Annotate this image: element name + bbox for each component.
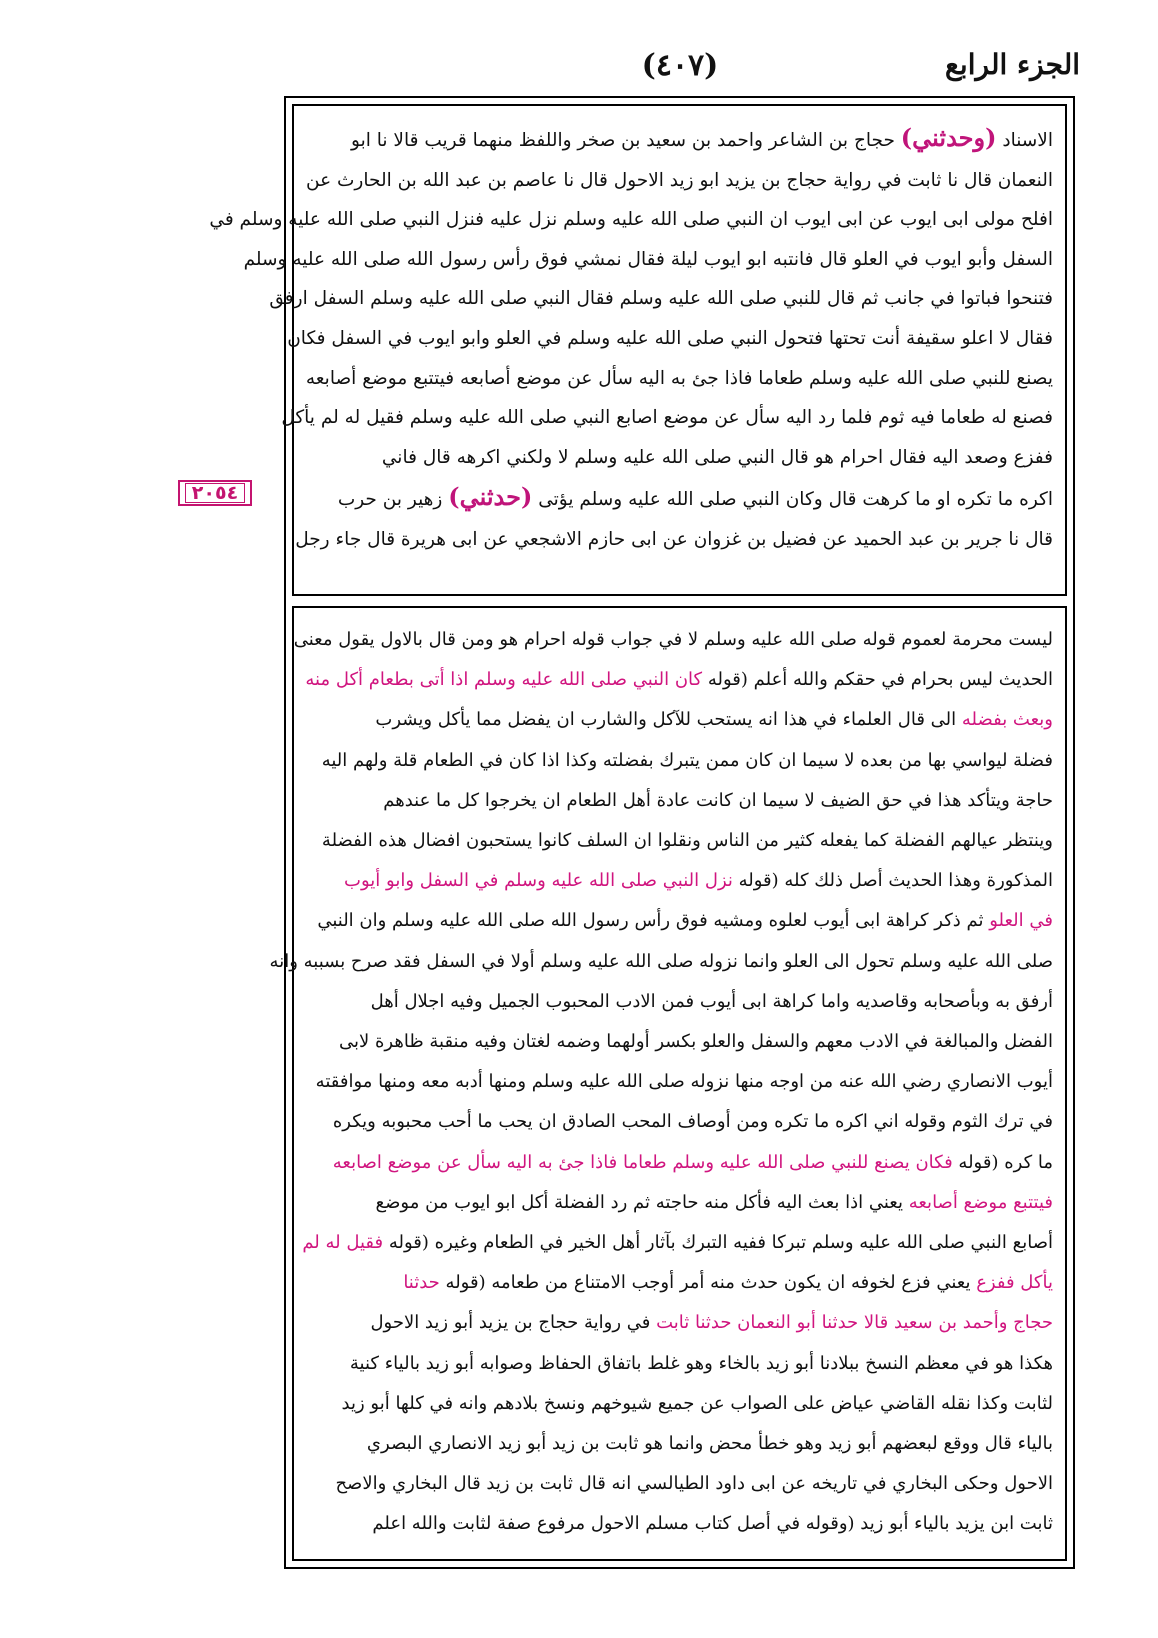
text-line bbox=[306, 1344, 1053, 1384]
text-run: حجاج بن الشاعر واحمد بن سعيد بن صخر واللفظ منهما قريب قالا نا ابو bbox=[351, 130, 901, 151]
quoted-matn-text: فيتتبع موضع أصابعه bbox=[908, 1191, 1053, 1213]
text-line bbox=[287, 319, 1053, 359]
text-line bbox=[306, 1504, 1053, 1544]
text-run: فقال لا اعلو سقيفة أنت تحتها فتحول النبي صلى الله عليه وسلم في العلو وابو ايوب في السفل فكان bbox=[287, 327, 1053, 349]
commentary-text bbox=[269, 620, 1053, 1545]
text-line bbox=[306, 438, 1053, 478]
text-run: في ترك الثوم وقوله اني اكره ما تكره ومن أوصاف المحب الصادق ان يحب ما أحب محبوبه ويكره bbox=[332, 1111, 1053, 1133]
text-line bbox=[306, 700, 1053, 740]
text-run: بالياء قال ووقع لبعضهم أبو زيد وهو خطأ محض وانما هو ثابت بن زيد أبو زيد الانصاري البصري bbox=[366, 1433, 1053, 1455]
text-run: أرفق به وبأصحابه وقاصديه واما كراهة ابى أيوب فمن الادب المحبوب الجميل وفيه اجلال أهل bbox=[370, 990, 1053, 1012]
text-line bbox=[295, 520, 1053, 560]
text-run: يعني فزع لخوفه ان يكون حدث منه أمر أوجب الامتناع من طعامه (قوله bbox=[439, 1272, 977, 1294]
text-line bbox=[306, 821, 1053, 861]
text-run: الحديث ليس بحرام في حقكم والله أعلم (قوله bbox=[702, 669, 1053, 691]
text-line bbox=[306, 1384, 1053, 1424]
text-line bbox=[293, 620, 1053, 660]
quoted-matn-text: يأكل ففزع bbox=[976, 1272, 1053, 1294]
text-run: النعمان قال نا ثابت في رواية حجاج بن يزيد ابو زيد الاحول قال نا عاصم بن عبد الله بن الحارث عن bbox=[306, 169, 1053, 191]
text-line bbox=[209, 200, 1053, 240]
text-run: فضلة ليواسي بها من بعده لا سيما ان كان ممن يتبرك بفضلته وكذا اذا كان في الطعام قلة ولهم اليه bbox=[321, 749, 1053, 771]
quoted-matn-text: في العلو bbox=[989, 910, 1053, 932]
hadith-lead-marker: (وحدثني) bbox=[900, 123, 997, 152]
text-run: قال نا جرير بن عبد الحميد عن فضيل بن غزوان عن ابى حازم الاشجعي عن ابى هريرة قال جاء رجل bbox=[295, 528, 1053, 550]
text-line bbox=[306, 1263, 1053, 1303]
text-line bbox=[306, 660, 1053, 700]
hadith-lead-marker: (حدثني) bbox=[448, 482, 533, 512]
text-line bbox=[306, 1022, 1053, 1062]
page-header bbox=[280, 48, 1080, 92]
quoted-matn-text: وبعث بفضله bbox=[961, 709, 1053, 731]
text-run: أصابع النبي صلى الله عليه وسلم تبركا ففيه التبرك بآثار أهل الخير في الطعام وغيره (قوله bbox=[383, 1232, 1053, 1254]
text-run: ثم ذكر كراهة ابى أيوب لعلوه ومشيه فوق رأس رسول الله صلى الله عليه وسلم وان النبي bbox=[317, 910, 990, 932]
commentary-text-box bbox=[269, 606, 1067, 1561]
text-line bbox=[281, 398, 1053, 438]
quoted-matn-text: فكان يصنع للنبي صلى الله عليه وسلم طعاما فاذا جئ به اليه سأل عن موضع اصابعه bbox=[332, 1151, 953, 1173]
quoted-matn-text: كان النبي صلى الله عليه وسلم اذا أتى بطعام أكل منه bbox=[305, 669, 703, 691]
hadith-number: ٢٠٥٤ bbox=[185, 483, 245, 503]
text-run: لثابت وكذا نقله القاضي عياض على الصواب عن جميع شيوخهم ونسخ بلادهم وانه في كلها أبو زيد bbox=[341, 1392, 1053, 1414]
text-line bbox=[306, 982, 1053, 1022]
text-run: فصنع له طعاما فيه ثوم فلما رد اليه سأل عن موضع اصابع النبي صلى الله عليه وسلم فقيل له لم يأكل bbox=[281, 407, 1053, 429]
page-number: (٤٠٧) bbox=[641, 48, 719, 83]
text-line bbox=[306, 477, 1053, 520]
text-line bbox=[302, 1223, 1053, 1263]
text-line bbox=[306, 1464, 1053, 1504]
text-run: الاسناد bbox=[996, 130, 1053, 151]
text-run: ليست محرمة لعموم قوله صلى الله عليه وسلم لا في جواب قوله احرام هو ومن قال بالاول يقول معنى bbox=[293, 629, 1053, 650]
quoted-matn-text: فقيل له لم bbox=[302, 1232, 384, 1254]
text-run: السفل وأبو ايوب في العلو قال فانتبه ابو ايوب ليلة فقال نمشي فوق رأس رسول الله صلى الله عليه وسلم bbox=[243, 248, 1053, 270]
text-run: ففزع وصعد اليه فقال احرام هو قال النبي صلى الله عليه وسلم لا ولكني اكرهه قال فاني bbox=[381, 446, 1053, 468]
text-line bbox=[269, 942, 1053, 982]
text-line bbox=[306, 741, 1053, 781]
text-run: صلى الله عليه وسلم تحول الى العلو وانما نزوله صلى الله عليه وسلم أولا في السفل فقد صرح بسببه وانه bbox=[269, 950, 1053, 972]
text-line bbox=[306, 1102, 1053, 1142]
text-run: يصنع للنبي صلى الله عليه وسلم طعاما فاذا جئ به اليه سأل عن موضع أصابعه فيتتبع موضع أصابعه bbox=[305, 367, 1053, 389]
text-line bbox=[306, 1143, 1053, 1183]
hadith-number-box bbox=[178, 480, 252, 506]
text-run: ما كره (قوله bbox=[952, 1151, 1053, 1173]
text-run: حاجة ويتأكد هذا في حق الضيف لا سيما ان كانت عادة أهل الطعام ان يخرجوا كل ما عندهم bbox=[383, 789, 1053, 811]
quoted-matn-text: حدثنا bbox=[403, 1272, 440, 1294]
text-line bbox=[306, 781, 1053, 821]
text-line bbox=[306, 359, 1053, 399]
text-line bbox=[306, 1303, 1053, 1343]
text-run: هكذا هو في معظم النسخ ببلادنا أبو زيد بالخاء وهو غلط باتفاق الحفاظ وصوابه أبو زيد بالياء كنية bbox=[349, 1352, 1053, 1374]
text-run: المذكورة وهذا الحديث أصل ذلك كله (قوله bbox=[732, 870, 1053, 892]
text-line bbox=[306, 118, 1053, 161]
volume-title: الجزء الرابع bbox=[945, 48, 1080, 81]
text-line bbox=[306, 901, 1053, 941]
text-run: افلح مولى ابى ايوب عن ابى ايوب ان النبي صلى الله عليه وسلم نزل عليه فنزل النبي صلى الله عليه وسلم في bbox=[209, 209, 1053, 231]
text-line bbox=[306, 161, 1053, 201]
text-run: يعني اذا بعث اليه فأكل منه حاجته ثم رد الفضلة أكل ابو ايوب من موضع bbox=[375, 1191, 909, 1213]
text-line bbox=[306, 1183, 1053, 1223]
text-run: فتنحوا فباتوا في جانب ثم قال للنبي صلى الله عليه وسلم فقال النبي صلى الله عليه وسلم السفل ارفق bbox=[269, 288, 1053, 310]
text-line bbox=[306, 1424, 1053, 1464]
text-run: أيوب الانصاري رضي الله عنه من اوجه منها نزوله صلى الله عليه وسلم ومنها أدبه معه ومنها موافقته bbox=[315, 1071, 1053, 1093]
text-run: وينتظر عيالهم الفضلة كما يفعله كثير من الناس ونقلوا ان السلف كانوا يستحبون افضال هذه الفضلة bbox=[321, 830, 1053, 852]
text-run: الاحول وحكى البخاري في تاريخه عن ابى داود الطيالسي انه قال ثابت بن زيد قال البخاري والاصح bbox=[335, 1473, 1053, 1495]
text-run: الفضل والمبالغة في الادب معهم والسفل والعلو بكسر أولهما وضمه لغتان وفيه منقبة ظاهرة لابى bbox=[338, 1031, 1053, 1053]
text-run: الى قال العلماء في هذا انه يستحب للآكل والشارب ان يفضل مما يأكل ويشرب bbox=[375, 709, 962, 731]
text-line bbox=[243, 240, 1053, 280]
text-run: اكره ما تكره او ما كرهت قال وكان النبي صلى الله عليه وسلم يؤتى bbox=[532, 489, 1053, 511]
text-run: زهير بن حرب bbox=[337, 489, 449, 511]
quoted-matn-text: حجاج وأحمد بن سعيد قالا حدثنا أبو النعمان حدثنا ثابت bbox=[656, 1312, 1053, 1334]
text-line bbox=[306, 1062, 1053, 1102]
text-line bbox=[269, 279, 1053, 319]
text-run: ثابت ابن يزيد بالياء أبو زيد (وقوله في أصل كتاب مسلم الاحول مرفوع صفة لثابت والله اعلم bbox=[372, 1513, 1053, 1535]
text-line bbox=[306, 861, 1053, 901]
quoted-matn-text: نزل النبي صلى الله عليه وسلم في السفل وابو أيوب bbox=[344, 870, 733, 892]
text-run: في رواية حجاج بن يزيد أبو زيد الاحول bbox=[370, 1312, 657, 1334]
